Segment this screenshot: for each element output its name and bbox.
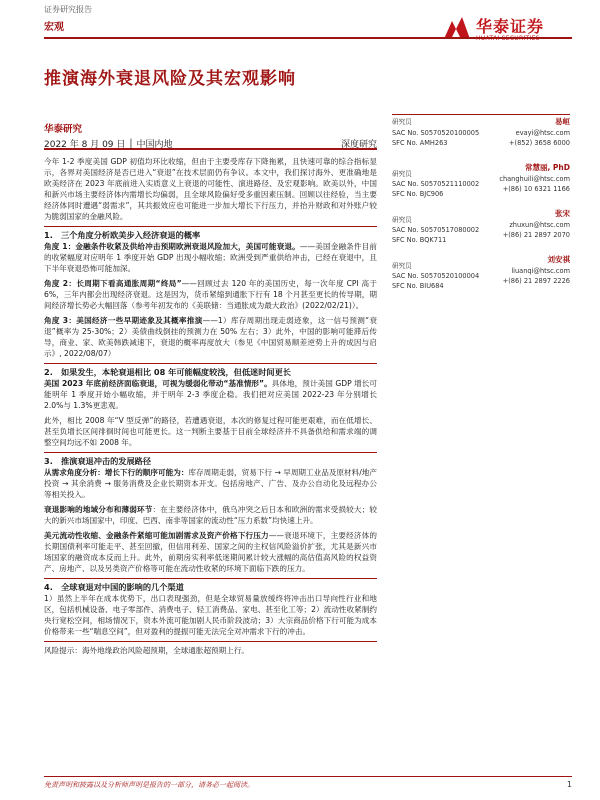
analyst-sfc: SFC No. BQK711 [392,236,447,244]
s1-point-b-head: 角度 2：长周期下看高通胀周期“终局” [44,279,182,288]
header-divider [44,37,572,39]
s2-lead: 美国 2023 年底前经济面临衰退，可视为缓弱化带动“基准情形”。 [44,379,272,388]
s1-point-c-head: 角度 3：美国经济一些早期迹象及其概率推演 [44,316,203,325]
section-divider [44,363,377,364]
analyst-role: 研究员 [392,216,412,224]
section-1-title: 1. 三个角度分析欧美步入经济衰退的概率 [44,230,201,240]
analyst-name: 张宋 [555,209,570,218]
s2-text: 具体地，预计美国 GDP 增长可能明年 1 季度开始小幅收缩，并于明年 2-3 季度企稳。我们把对应美国 2022-23 年分别增长 2.0%与 1.3%更悲观。 [44,379,377,410]
analyst-sfc: SFC No. BJC906 [392,190,444,198]
s3-point-b [44,504,377,526]
section-4-title: 4. 全球衰退对中国的影响的几个渠道 [44,582,184,592]
analyst-sac: SAC No. S0570520100005 [392,129,480,137]
analyst-email[interactable]: changhuili@htsc.com [499,175,570,183]
s3-point-a-text: 库存周期走弱，贸易下行 → 早周期工业品及原材料/地产投资 → 其余消费 → 服务消费及企业长期资本开支。包括房地产、广告、及办公自动化及远程办公等相关投入。 [44,468,378,499]
analyst-card [392,116,570,156]
s3-point-b-head: 衰退影响的地域分布和薄弱环节 [44,505,153,514]
analyst-phone: +(852) 3658 6000 [508,139,570,147]
section-divider [44,452,377,453]
s1-point-a-head: 角度 1：金融条件收紧及供给冲击预期欧洲衰退风险加大，美国可能衰退。 [44,242,300,251]
analyst-phone: +(86) 21 2897 2070 [502,231,570,239]
s1-point-a [44,241,377,274]
logo-chinese-name: 华泰证券 [476,17,545,36]
report-type: 深度研究 [340,140,377,150]
report-date: 2022 年 8 月 09 日 │ 中国内地 [44,140,173,150]
huatai-logo [442,12,572,50]
analyst-card [392,254,570,294]
analyst-role: 研究员 [392,262,412,270]
s3-point-c-head: 美元流动性收缩、金融条件紧缩可能加剧需求及资产价格下行压力 [44,531,269,540]
analyst-email[interactable]: evayi@htsc.com [515,129,570,137]
report-title: 推演海外衰退风险及其宏观影响 [44,69,296,89]
analyst-divider [392,114,570,115]
analyst-card [392,162,570,202]
analyst-name: 常慧丽, PhD [524,163,570,172]
intro-paragraph: 今年 1-2 季度美国 GDP 初值均环比收缩，但由于主要受库存下降拖累，且快速可靠的综合指标显示，各界对美国经济是否已进入“衰退”在技术层面仍有争议。本文中，我们探讨海外、更准确地是欧美经济在 2023 年底前进入实质意义上衰退的可能性、演进路径、及宏观影响。欧美以外，中国和新兴市场主要经济体内需增长均偏弱，且全球风险偏好受多重因素压制。回顾以往经验，当主要经济体同时遭遇“弱需求”，其共振效应也可能进一步加大增长下行压力，并抬升财政和对外账户较为脆弱国家的金融风险。 [44,157,377,221]
s1-point-b [44,278,377,311]
analyst-name: 刘安祺 [547,255,570,264]
s1-point-c [44,315,377,359]
analyst-email[interactable]: zhuxun@htsc.com [509,221,570,229]
s1-point-b-text: ——回顾过去 120 年的美国历史，每一次年度 CPI 高于 6%，三年内都会出现经济衰退。这是因为，货币紧缩到通胀下行有 18 个月甚至更长的传导期，期间经济增长势必大幅回落（参考年初发布的《美联储：当通胀成为最大政治》(2022/02/21)）。 [44,279,377,310]
dateline [44,137,377,150]
footer-disclaimer: 免责声明和披露以及分析师声明是报告的一部分，请务必一起阅读。 [44,781,254,789]
analyst-email[interactable]: liuanqi@htsc.com [511,267,570,275]
analyst-sfc: SFC No. BIU684 [392,282,444,290]
s3-point-c [44,530,377,574]
s3-point-b-text: ：在主要经济体中，俄乌冲突之后日本和欧洲的需求受损较大；较大的新兴市场国家中，印度、巴西、南非等国家的流动性“压力系数”均快速上升。 [44,505,377,525]
section-divider [44,641,377,642]
section-3-title: 3. 推演衰退冲击的发展路径 [44,456,152,466]
s2-paragraph [44,378,377,411]
risk-warning: 风险提示：海外地缘政治风险超预期，全球通胀超预期上行。 [44,646,250,655]
section-divider [44,578,377,579]
analyst-sac: SAC No. S0570517080002 [392,226,480,234]
analyst-phone: +(86) 21 2897 2226 [502,277,570,285]
s3-point-c-text: ——衰退环境下，主要经济体的长期国债利率可能走平、甚至回撤，但信用利差、国家之间的主权信风险溢价扩张，尤其是新兴市场国家的融资成本反而上升。此外，前期房实利率低迷期间累计较大涨幅的高估值高风险的权益资产、房地产、以及另类资产价格等可能在流动性收紧的环境下面临下跌的压力。 [44,531,378,573]
doc-type-label: 证券研究报告 [44,5,92,14]
footer-divider [44,776,572,777]
analyst-role: 研究员 [392,170,412,178]
main-column [44,156,377,656]
analyst-sac: SAC No. S0570521110002 [392,180,480,188]
s1-point-c-text: ——1）库存周期出现走弱迹象，这一信号预测“衰退”概率为 25-30%；2）美债曲线倒挂的预测力在 50% 左右；3）此外，中国的影响可能滞后传导，商业、家、欧美韩跌减速下，衰退的概率再度放大（参见《中国贸易顺差逆势上升的成因与启示》, 2022/08/07） [44,316,377,358]
analyst-phone: +(86) 10 6321 1166 [502,185,570,193]
page-number: 1 [566,780,572,789]
analyst-card [392,208,570,248]
analyst-sfc: SFC No. AMH263 [392,139,448,147]
s3-point-a-head: 从需求角度分析：增长下行的顺序可能为： [44,468,189,477]
s2-paragraph-2: 此外，相比 2008 年“V 型反弹”的路径，若遭遇衰退，本次的修复过程可能更艰难，而在低增长、甚至负增长区间徘徊时间也可能更长。这一判断主要基于目前全球经济并不具备供给和需求端的调整空间均远不如 2008 年。 [44,416,377,447]
analyst-role: 研究员 [392,118,412,126]
analyst-list [392,116,570,300]
analyst-sac: SAC No. S0570520100004 [392,272,480,280]
s3-point-a [44,467,377,500]
section-divider [44,226,377,227]
section-2-title: 2. 如果发生，本轮衰退相比 08 年可能幅度较浅，但低迷时间更长 [44,367,291,377]
s4-paragraph: 1）虽然上半年在成本优势下，出口表现强劲，但是全球贸易量放缓终将冲击出口导向性行业和地区，包括机械设备、电子零部件、消费电子、轻工消费品、家电、甚至化工等；2）流动性收紧制约央行宽松空间，相场情况下，资本外流可能加剧人民币阶段波动；3）大宗商品价格下行可能为成本价格带来一些“喘息空间”，但对盈利的提振可能无法完全对冲需求下行的冲击。 [44,594,377,636]
section-label: 宏观 [44,22,64,33]
s1-point-a-text: ——美国金融条件目前的收紧幅度对应明年 1 季度开始 GDP 出现小幅收缩；欧洲受到严重供给冲击，已经在衰退中，且下半年衰退恐怖可能加深。 [44,242,377,273]
analyst-name: 易峘 [555,117,570,126]
research-label: 华泰研究 [44,124,83,135]
